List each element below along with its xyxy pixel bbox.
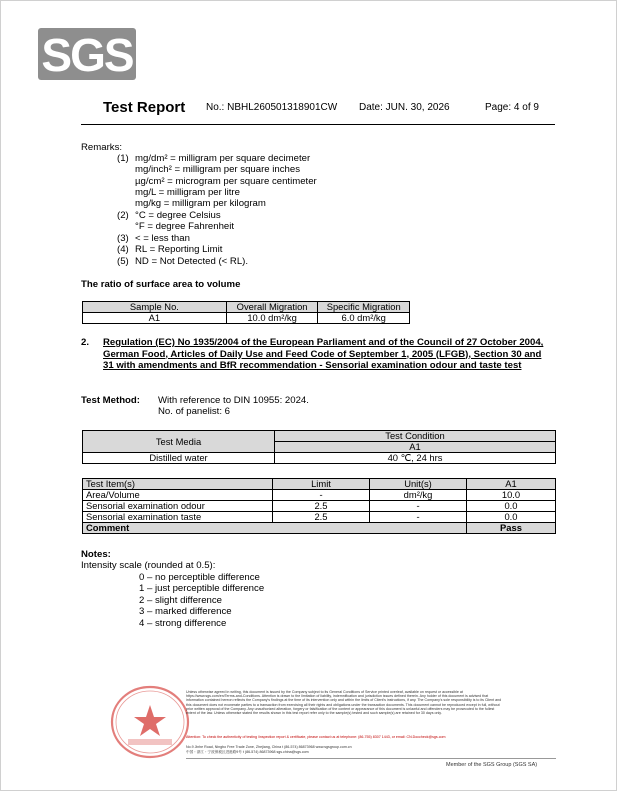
scale-item: 2 – slight difference	[139, 595, 223, 606]
remark-line: mg/L = milligram per litre	[135, 187, 240, 198]
table-header: A1	[467, 479, 556, 490]
remark-num: (1)	[117, 153, 129, 164]
remark-line: µg/cm² = microgram per square centimeter	[135, 176, 317, 187]
comment-label: Comment	[83, 523, 467, 534]
scale-item: 3 – marked difference	[139, 606, 232, 617]
table-row	[83, 313, 410, 324]
table-cell: 0.0	[467, 501, 556, 512]
notes-intro: Intensity scale (rounded at 0.5):	[81, 560, 216, 571]
section-number: 2.	[81, 337, 90, 348]
header-rule	[81, 124, 555, 125]
company-seal-stamp	[108, 683, 192, 761]
footer-address	[186, 745, 504, 755]
table-cell: Area/Volume	[83, 490, 273, 501]
remark-line: mg/kg = milligram per kilogram	[135, 198, 266, 209]
table-row	[83, 501, 556, 512]
table-header-row	[83, 479, 556, 490]
table-row	[83, 512, 556, 523]
results-table	[82, 478, 556, 534]
table-header: Limit	[273, 479, 370, 490]
ratio-table	[82, 301, 410, 324]
page-number: Page: 4 of 9	[485, 102, 539, 113]
logo-text: SGS	[41, 29, 133, 80]
table-header: Overall Migration	[226, 302, 318, 313]
test-method-label: Test Method:	[81, 395, 140, 406]
footer-address-cn: 中国・浙江・宁波保税区进港路9号 t (86-574) 86873968 sgs.china@sgs.com	[186, 750, 309, 754]
table-row	[83, 453, 556, 464]
footer-attention: Attention: To check the authenticity of testing /inspection report & certificate, please contact us at telephone: (86-755) 8307 1443, or email: CN.Doccheck@sgs.com	[186, 735, 446, 739]
remark-line: RL = Reporting Limit	[135, 244, 223, 255]
table-row	[83, 490, 556, 501]
report-title: Test Report	[103, 99, 186, 116]
table-header: A1	[275, 442, 556, 453]
table-cell: dm²/kg	[370, 490, 467, 501]
section-heading: Regulation (EC) No 1935/2004 of the European Parliament and of the Council of 27 October 2004, German Food, Articles of Daily Use and Feed Code of September 1, 2005 (LFGB), Section 30 and 31 with amendments and BfR recommendation - Sensorial examination odour and taste test	[103, 337, 544, 371]
remark-num: (2)	[117, 210, 129, 221]
table-header-row	[83, 302, 410, 313]
table-cell: 10.0 dm²/kg	[226, 313, 318, 324]
table-header: Test Item(s)	[83, 479, 273, 490]
scale-item: 0 – no perceptible difference	[139, 572, 260, 583]
remark-line: ND = Not Detected (< RL).	[135, 256, 249, 267]
remarks-title: Remarks:	[81, 142, 123, 153]
remark-num: (3)	[117, 233, 129, 244]
scale-item: 1 – just perceptible difference	[139, 583, 265, 594]
table-header: Test Media	[83, 431, 275, 453]
table-cell: 2.5	[273, 512, 370, 523]
remark-line: mg/dm² = milligram per square decimeter	[135, 153, 311, 164]
remark-num: (5)	[117, 256, 129, 267]
table-header: Unit(s)	[370, 479, 467, 490]
table-cell: 6.0 dm²/kg	[318, 313, 410, 324]
panelist-text: No. of panelist: 6	[158, 406, 230, 417]
test-method-text: With reference to DIN 10955: 2024.	[158, 395, 309, 406]
sgs-logo	[38, 28, 136, 80]
ratio-title: The ratio of surface area to volume	[81, 279, 241, 290]
table-cell: -	[370, 512, 467, 523]
remark-line: < = less than	[135, 233, 190, 244]
comment-row	[83, 523, 556, 534]
report-number: No.: NBHL260501318901CW	[206, 102, 338, 113]
table-header: Test Condition	[275, 431, 556, 442]
table-cell: Distilled water	[83, 453, 275, 464]
footer-address-en: No.9 Jinhe Road, Ningbo Free Trade Zone, Zhejiang, China t (86-574) 86873968 www.sgsgroup.com.cn	[186, 745, 352, 749]
table-cell: A1	[83, 313, 227, 324]
table-cell: 2.5	[273, 501, 370, 512]
table-header-row	[83, 431, 556, 442]
table-cell: Sensorial examination odour	[83, 501, 273, 512]
table-header: Specific Migration	[318, 302, 410, 313]
remark-num: (4)	[117, 244, 129, 255]
report-date: Date: JUN. 30, 2026	[359, 102, 450, 113]
notes-title: Notes:	[81, 549, 111, 560]
remark-line: mg/inch² = milligram per square inches	[135, 164, 301, 175]
table-cell: -	[370, 501, 467, 512]
remark-line: °C = degree Celsius	[135, 210, 221, 221]
scale-item: 4 – strong difference	[139, 618, 227, 629]
table-cell: 0.0	[467, 512, 556, 523]
table-cell: -	[273, 490, 370, 501]
table-cell: 10.0	[467, 490, 556, 501]
footer-disclaimer: Unless otherwise agreed in writing, this document is issued by the Company subject to its General Conditions of Service printed overleaf, available on request or accessible at https://www.sgs.com/en/Terms-and-Conditions. Attention is drawn to the limitation of liability, indemnification and jurisdiction issues defined therein. Any holder of this document is advised that information contained hereon reflects the Company's findings at the time of its intervention only and within the limits of Client's instructions, if any. The Company's sole responsibility is to its Client and this document does not exonerate parties to a transaction from exercising all their rights and obligations under the transaction documents. This document cannot be reproduced except in full, without prior written approval of the Company. Any unauthorized alteration, forgery or falsification of the content or appearance of this document is unlawful and offenders may be prosecuted to the fullest extent of the law. Unless otherwise stated the results shown in this test report refer only to the sample(s) tested and such sample(s) are retained for 30 days only.	[186, 690, 502, 716]
footer-member: Member of the SGS Group (SGS SA)	[446, 762, 538, 768]
comment-value: Pass	[467, 523, 556, 534]
footer-rule	[186, 758, 556, 759]
condition-table	[82, 430, 556, 464]
table-cell: Sensorial examination taste	[83, 512, 273, 523]
remark-line: °F = degree Fahrenheit	[135, 221, 235, 232]
table-cell: 40 ℃, 24 hrs	[275, 453, 556, 464]
table-header: Sample No.	[83, 302, 227, 313]
